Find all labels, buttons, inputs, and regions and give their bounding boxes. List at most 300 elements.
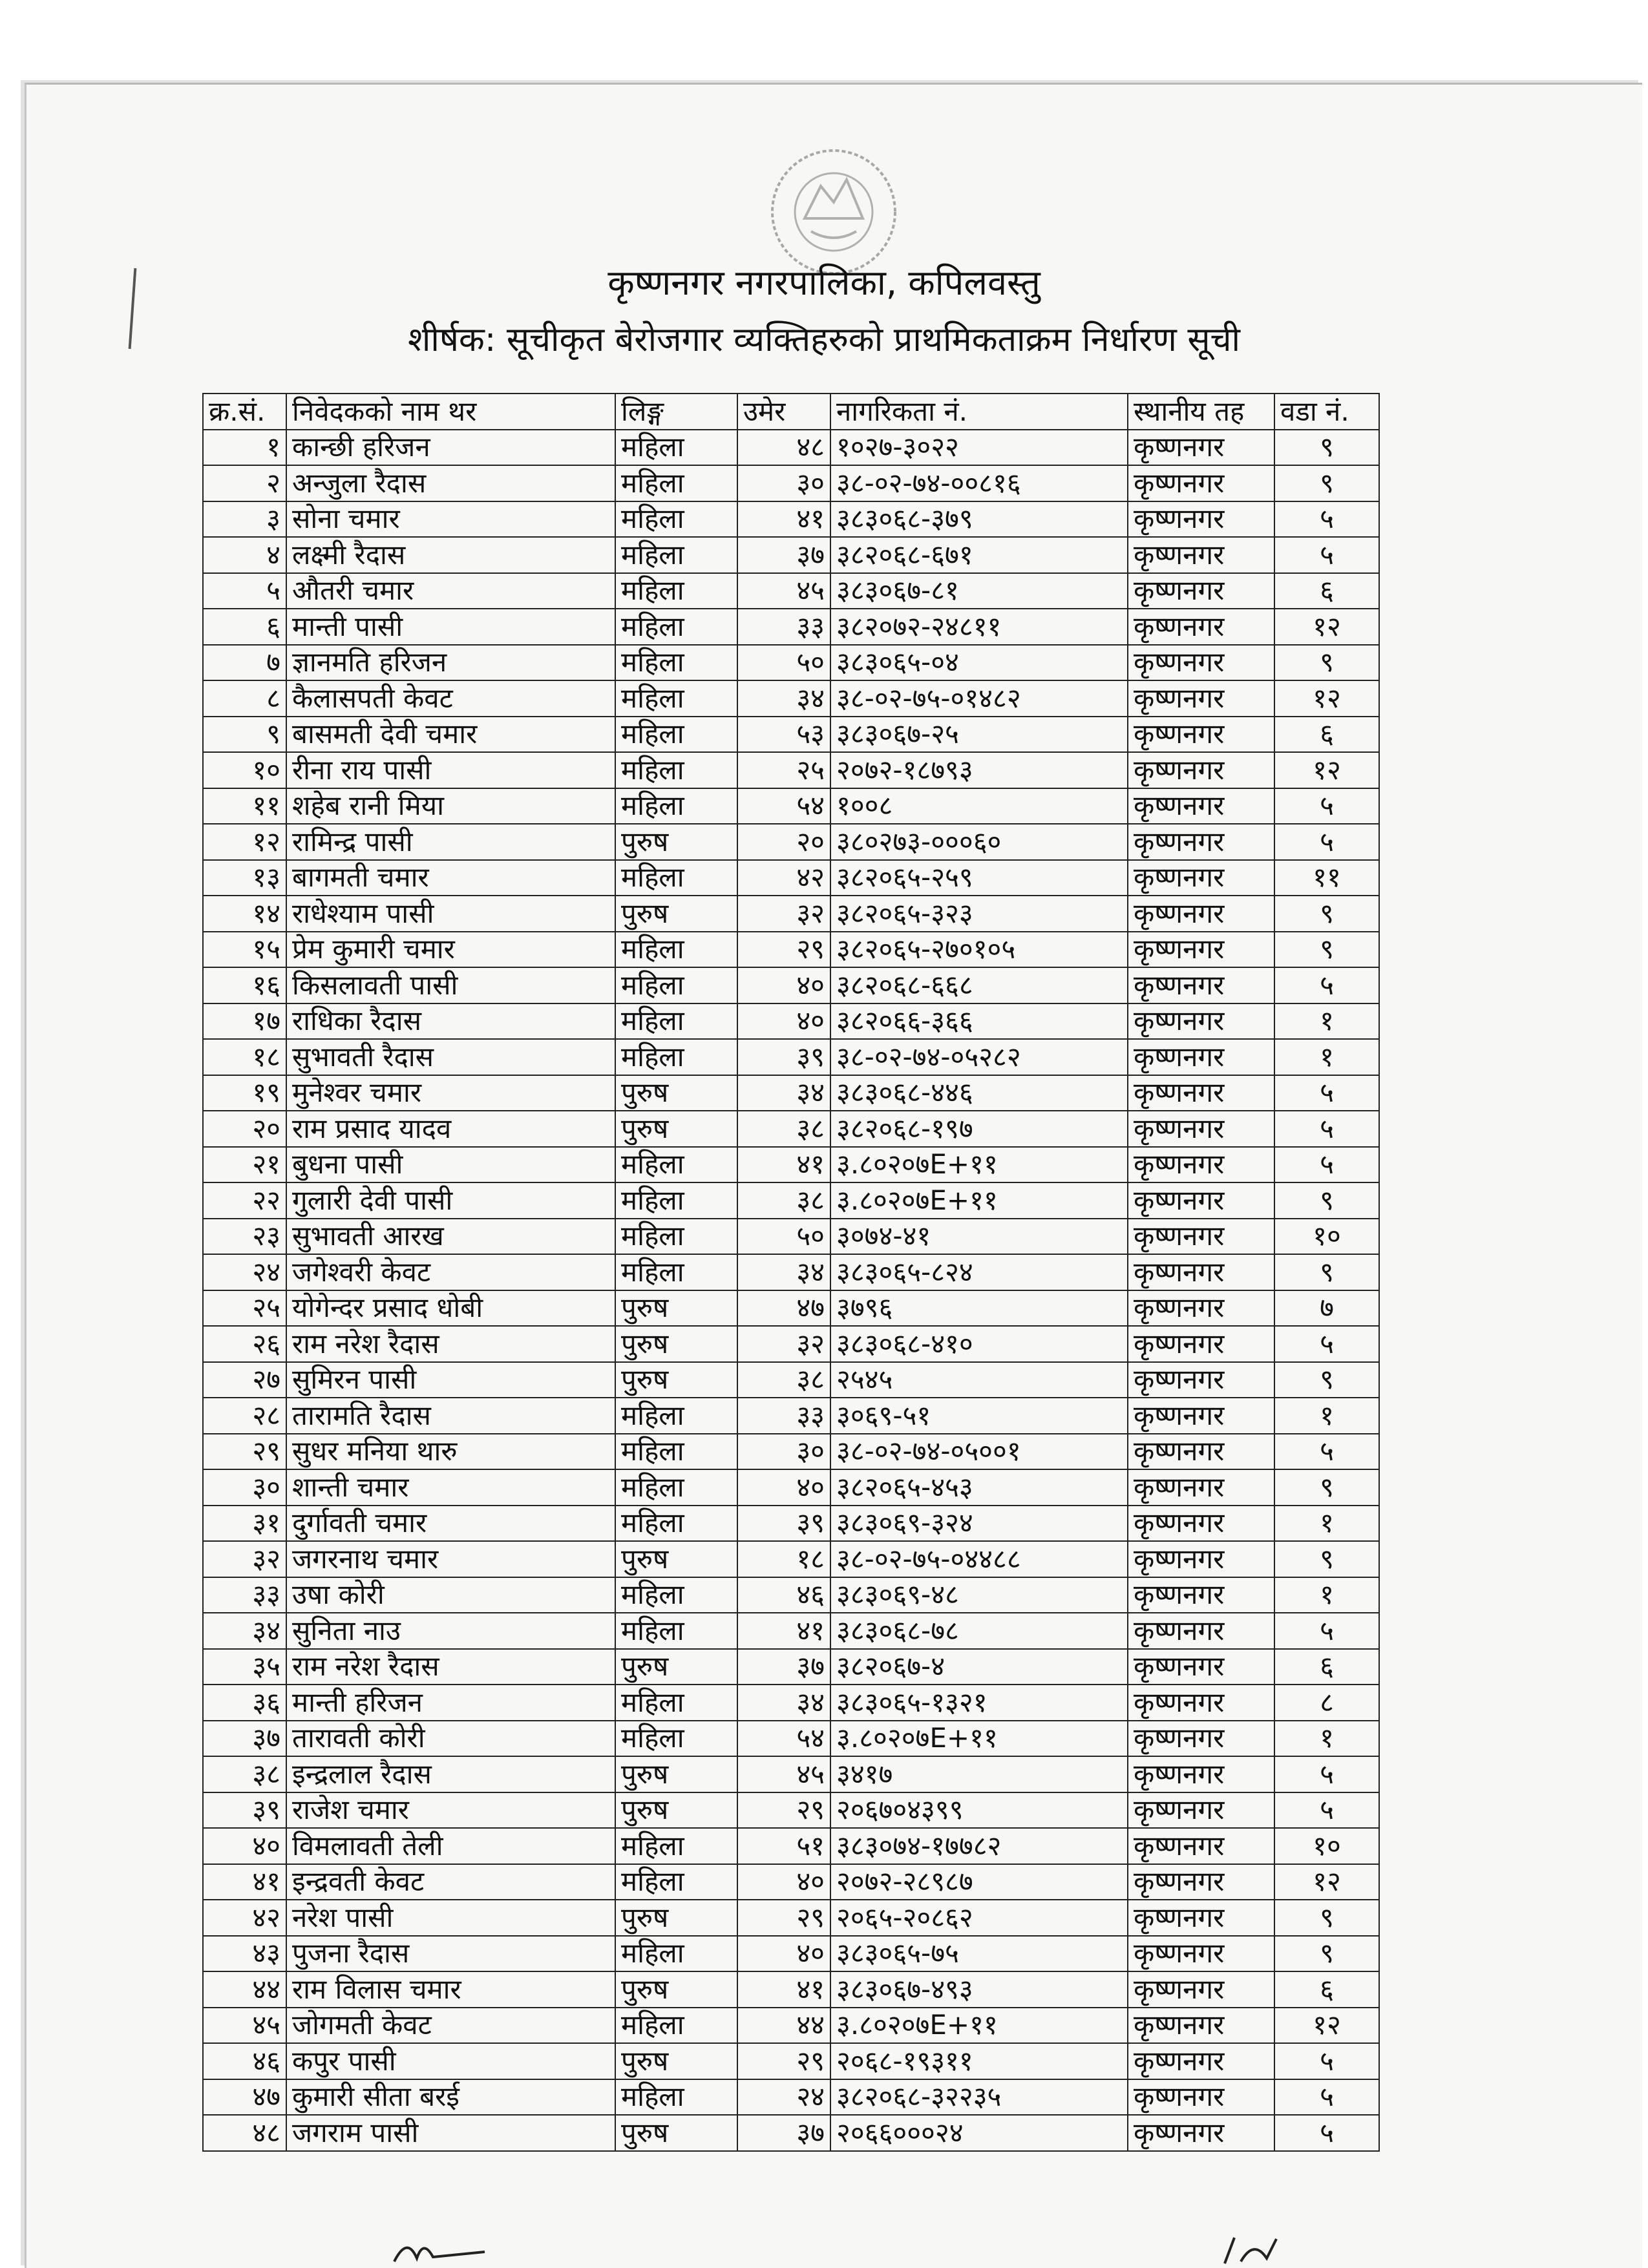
table-row (203, 1147, 1379, 1183)
cell-name: इन्द्रलाल रैदास (286, 1756, 615, 1792)
cell-citizenship: ३४१७ (830, 1756, 1128, 1792)
cell-citizenship: ३.८०२०७E+११ (830, 1721, 1128, 1757)
cell-gender: पुरुष (615, 1326, 737, 1362)
table-row (203, 788, 1379, 824)
cell-sn: ३१ (203, 1506, 286, 1542)
cell-name: रीना राय पासी (286, 752, 615, 788)
cell-gender: पुरुष (615, 1541, 737, 1577)
cell-sn: ४८ (203, 2115, 286, 2151)
cell-name: औतरी चमार (286, 573, 615, 609)
cell-ward: ८ (1274, 1685, 1379, 1721)
cell-name: गुलारी देवी पासी (286, 1182, 615, 1219)
cell-local-level: कृष्णनगर (1128, 645, 1274, 681)
cell-age: ४० (737, 1003, 830, 1040)
table-row (203, 824, 1379, 860)
cell-ward: १ (1274, 1003, 1379, 1040)
cell-age: ३४ (737, 1254, 830, 1290)
cell-sn: २७ (203, 1362, 286, 1398)
cell-ward: ९ (1274, 1469, 1379, 1506)
table-row (203, 1182, 1379, 1219)
cell-citizenship: २०६८-१९३११ (830, 2043, 1128, 2079)
cell-gender: महिला (615, 465, 737, 501)
cell-local-level: कृष्णनगर (1128, 932, 1274, 968)
cell-ward: ६ (1274, 1971, 1379, 2008)
cell-gender: महिला (615, 2008, 737, 2044)
table-row (203, 1577, 1379, 1613)
cell-gender: महिला (615, 967, 737, 1003)
cell-local-level: कृष्णनगर (1128, 1254, 1274, 1290)
cell-local-level: कृष्णनगर (1128, 1685, 1274, 1721)
cell-gender: महिला (615, 1864, 737, 1900)
cell-ward: ९ (1274, 1254, 1379, 1290)
cell-name: रामिन्द्र पासी (286, 824, 615, 860)
cell-gender: महिला (615, 1506, 737, 1542)
cell-local-level: कृष्णनगर (1128, 1541, 1274, 1577)
cell-ward: ५ (1274, 1075, 1379, 1111)
table-row (203, 501, 1379, 538)
cell-name: कुमारी सीता बरई (286, 2079, 615, 2116)
cell-name: सुभावती रैदास (286, 1039, 615, 1075)
cell-age: ३२ (737, 896, 830, 932)
cell-citizenship: ३८२०६६-३६६ (830, 1003, 1128, 1040)
cell-gender: महिला (615, 1936, 737, 1972)
cell-gender: महिला (615, 573, 737, 609)
table-row (203, 932, 1379, 968)
cell-ward: ७ (1274, 1290, 1379, 1327)
cell-name: मुनेश्वर चमार (286, 1075, 615, 1111)
table-row (203, 1219, 1379, 1255)
cell-ward: १२ (1274, 2008, 1379, 2044)
cell-gender: महिला (615, 1398, 737, 1434)
office-title: कृष्णनगर नगरपालिका, कपिलवस्तु (607, 262, 1041, 303)
cell-name: ज्ञानमति हरिजन (286, 645, 615, 681)
cell-gender: पुरुष (615, 1971, 737, 2008)
cell-name: जगेश्वरी केवट (286, 1254, 615, 1290)
cell-sn: २९ (203, 1434, 286, 1470)
cell-gender: पुरुष (615, 1900, 737, 1936)
cell-citizenship: ३८२०६८-६७१ (830, 537, 1128, 573)
cell-gender: महिला (615, 788, 737, 824)
cell-name: विमलावती तेली (286, 1828, 615, 1864)
cell-ward: १० (1274, 1219, 1379, 1255)
cell-citizenship: ३८२०६८-६६८ (830, 967, 1128, 1003)
table-row (203, 609, 1379, 645)
cell-ward: १२ (1274, 680, 1379, 717)
cell-name: राजेश चमार (286, 1792, 615, 1829)
table-row (203, 1506, 1379, 1542)
cell-local-level: कृष्णनगर (1128, 1900, 1274, 1936)
cell-name: किसलावती पासी (286, 967, 615, 1003)
cell-citizenship: ३८३०६८-३७९ (830, 501, 1128, 538)
cell-citizenship: २०६६०००२४ (830, 2115, 1128, 2151)
cell-local-level: कृष्णनगर (1128, 824, 1274, 860)
cell-age: ५४ (737, 1721, 830, 1757)
cell-citizenship: ३.८०२०७E+११ (830, 2008, 1128, 2044)
cell-local-level: कृष्णनगर (1128, 1147, 1274, 1183)
cell-gender: पुरुष (615, 896, 737, 932)
header-ward: वडा नं. (1274, 394, 1379, 430)
cell-age: ४१ (737, 1613, 830, 1649)
cell-ward: ११ (1274, 860, 1379, 896)
cell-age: ४८ (737, 430, 830, 466)
table-header-row (203, 394, 1379, 430)
table-row (203, 860, 1379, 896)
cell-gender: पुरुष (615, 1362, 737, 1398)
cell-local-level: कृष्णनगर (1128, 1721, 1274, 1757)
cell-sn: ४१ (203, 1864, 286, 1900)
cell-age: ५० (737, 1219, 830, 1255)
cell-gender: पुरुष (615, 824, 737, 860)
cell-age: ३३ (737, 609, 830, 645)
cell-age: ४१ (737, 1147, 830, 1183)
cell-ward: १२ (1274, 752, 1379, 788)
cell-sn: ३९ (203, 1792, 286, 1829)
cell-name: कपुर पासी (286, 2043, 615, 2079)
cell-name: राधिका रैदास (286, 1003, 615, 1040)
cell-sn: १४ (203, 896, 286, 932)
cell-sn: ४७ (203, 2079, 286, 2116)
cell-citizenship: ३८३०६५-७५ (830, 1936, 1128, 1972)
cell-local-level: कृष्णनगर (1128, 1971, 1274, 2008)
table-row (203, 1039, 1379, 1075)
cell-local-level: कृष्णनगर (1128, 1613, 1274, 1649)
cell-name: बासमती देवी चमार (286, 717, 615, 753)
cell-age: २० (737, 824, 830, 860)
cell-local-level: कृष्णनगर (1128, 788, 1274, 824)
cell-sn: ४५ (203, 2008, 286, 2044)
cell-sn: ६ (203, 609, 286, 645)
table-row (203, 1721, 1379, 1757)
cell-ward: ५ (1274, 967, 1379, 1003)
cell-name: उषा कोरी (286, 1577, 615, 1613)
cell-name: पुजना रैदास (286, 1936, 615, 1972)
table-row (203, 430, 1379, 466)
table-row (203, 717, 1379, 753)
cell-age: ३७ (737, 537, 830, 573)
cell-citizenship: ३८२०६८-१९७ (830, 1111, 1128, 1147)
cell-citizenship: ३०६९-५१ (830, 1398, 1128, 1434)
cell-sn: ७ (203, 645, 286, 681)
cell-gender: महिला (615, 1003, 737, 1040)
cell-gender: पुरुष (615, 1756, 737, 1792)
cell-local-level: कृष्णनगर (1128, 1362, 1274, 1398)
cell-local-level: कृष्णनगर (1128, 752, 1274, 788)
table-row (203, 680, 1379, 717)
document-subject: शीर्षक: सूचीकृत बेरोजगार व्यक्तिहरुको प्राथमिकताक्रम निर्धारण सूची (408, 320, 1240, 359)
table-row (203, 1469, 1379, 1506)
cell-sn: २ (203, 465, 286, 501)
cell-sn: २० (203, 1111, 286, 1147)
cell-ward: ९ (1274, 1182, 1379, 1219)
cell-name: इन्द्रवती केवट (286, 1864, 615, 1900)
table-row (203, 645, 1379, 681)
table-row (203, 1828, 1379, 1864)
cell-citizenship: ३८२०६८-३२२३५ (830, 2079, 1128, 2116)
cell-citizenship: ३८-०२-७४-००८१६ (830, 465, 1128, 501)
cell-gender: महिला (615, 860, 737, 896)
cell-gender: महिला (615, 680, 737, 717)
cell-sn: ४६ (203, 2043, 286, 2079)
cell-ward: ९ (1274, 1936, 1379, 1972)
cell-local-level: कृष्णनगर (1128, 1003, 1274, 1040)
cell-age: ३४ (737, 1685, 830, 1721)
cell-ward: ५ (1274, 1111, 1379, 1147)
cell-ward: १० (1274, 1828, 1379, 1864)
cell-ward: ५ (1274, 1326, 1379, 1362)
cell-local-level: कृष्णनगर (1128, 1111, 1274, 1147)
cell-local-level: कृष्णनगर (1128, 1864, 1274, 1900)
table-row (203, 1362, 1379, 1398)
cell-name: राम प्रसाद यादव (286, 1111, 615, 1147)
cell-name: सुधर मनिया थारु (286, 1434, 615, 1470)
cell-sn: ९ (203, 717, 286, 753)
cell-sn: ८ (203, 680, 286, 717)
cell-local-level: कृष्णनगर (1128, 1756, 1274, 1792)
cell-age: ३२ (737, 1326, 830, 1362)
cell-ward: ९ (1274, 465, 1379, 501)
cell-local-level: कृष्णनगर (1128, 680, 1274, 717)
cell-name: मान्ती पासी (286, 609, 615, 645)
cell-name: सुभावती आरख (286, 1219, 615, 1255)
cell-name: प्रेम कुमारी चमार (286, 932, 615, 968)
cell-gender: पुरुष (615, 1290, 737, 1327)
cell-local-level: कृष्णनगर (1128, 430, 1274, 466)
cell-sn: ३७ (203, 1721, 286, 1757)
cell-local-level: कृष्णनगर (1128, 2079, 1274, 2116)
cell-ward: ९ (1274, 430, 1379, 466)
cell-citizenship: १००८ (830, 788, 1128, 824)
cell-citizenship: ३८-०२-७५-०१४८२ (830, 680, 1128, 717)
cell-age: ३९ (737, 1506, 830, 1542)
cell-local-level: कृष्णनगर (1128, 1936, 1274, 1972)
header-age: उमेर (737, 394, 830, 430)
cell-name: बागमती चमार (286, 860, 615, 896)
cell-citizenship: ३८३०६५-०४ (830, 645, 1128, 681)
cell-sn: १३ (203, 860, 286, 896)
priority-list-table (202, 393, 1380, 2152)
cell-age: २९ (737, 1900, 830, 1936)
cell-sn: २४ (203, 1254, 286, 1290)
cell-gender: महिला (615, 1721, 737, 1757)
table-row (203, 1075, 1379, 1111)
cell-name: राम नरेश रैदास (286, 1326, 615, 1362)
cell-sn: ११ (203, 788, 286, 824)
cell-citizenship: ३.८०२०७E+११ (830, 1147, 1128, 1183)
cell-name: राम नरेश रैदास (286, 1649, 615, 1685)
cell-name: सोना चमार (286, 501, 615, 538)
cell-local-level: कृष्णनगर (1128, 1075, 1274, 1111)
cell-age: २४ (737, 2079, 830, 2116)
cell-local-level: कृष्णनगर (1128, 1577, 1274, 1613)
cell-sn: २६ (203, 1326, 286, 1362)
cell-citizenship: ३८३०६८-४४६ (830, 1075, 1128, 1111)
cell-local-level: कृष्णनगर (1128, 1039, 1274, 1075)
cell-local-level: कृष्णनगर (1128, 537, 1274, 573)
cell-local-level: कृष्णनगर (1128, 896, 1274, 932)
cell-name: राधेश्याम पासी (286, 896, 615, 932)
cell-sn: २३ (203, 1219, 286, 1255)
table-row (203, 1003, 1379, 1040)
cell-local-level: कृष्णनगर (1128, 1649, 1274, 1685)
cell-age: ४१ (737, 1971, 830, 2008)
cell-local-level: कृष्णनगर (1128, 1792, 1274, 1829)
cell-age: ४० (737, 1469, 830, 1506)
table-row (203, 573, 1379, 609)
table-row (203, 967, 1379, 1003)
cell-sn: २२ (203, 1182, 286, 1219)
table-row (203, 1936, 1379, 1972)
cell-sn: १ (203, 430, 286, 466)
cell-age: ४२ (737, 860, 830, 896)
cell-citizenship: ३८२०६५-३२३ (830, 896, 1128, 932)
cell-gender: पुरुष (615, 1075, 737, 1111)
cell-gender: महिला (615, 1469, 737, 1506)
table-row (203, 1685, 1379, 1721)
cell-age: ४० (737, 967, 830, 1003)
cell-ward: ९ (1274, 1900, 1379, 1936)
cell-name: मान्ती हरिजन (286, 1685, 615, 1721)
table-row (203, 1111, 1379, 1147)
cell-age: ३४ (737, 680, 830, 717)
table-row (203, 1541, 1379, 1577)
cell-local-level: कृष्णनगर (1128, 1398, 1274, 1434)
cell-gender: महिला (615, 501, 737, 538)
cell-gender: महिला (615, 1254, 737, 1290)
cell-gender: पुरुष (615, 1792, 737, 1829)
cell-age: ५१ (737, 1828, 830, 1864)
cell-ward: ६ (1274, 1649, 1379, 1685)
cell-citizenship: ३८३०६५-१३२१ (830, 1685, 1128, 1721)
cell-gender: महिला (615, 717, 737, 753)
cell-local-level: कृष्णनगर (1128, 1290, 1274, 1327)
cell-name: जगरनाथ चमार (286, 1541, 615, 1577)
cell-sn: ४० (203, 1828, 286, 1864)
cell-gender: महिला (615, 752, 737, 788)
cell-local-level: कृष्णनगर (1128, 2115, 1274, 2151)
cell-ward: ५ (1274, 824, 1379, 860)
table-row (203, 465, 1379, 501)
cell-age: ४१ (737, 501, 830, 538)
cell-local-level: कृष्णनगर (1128, 967, 1274, 1003)
cell-age: ५० (737, 645, 830, 681)
cell-gender: पुरुष (615, 2115, 737, 2151)
cell-ward: ९ (1274, 896, 1379, 932)
cell-sn: ४२ (203, 1900, 286, 1936)
cell-sn: १९ (203, 1075, 286, 1111)
cell-sn: १५ (203, 932, 286, 968)
cell-ward: ९ (1274, 1362, 1379, 1398)
cell-name: योगेन्दर प्रसाद धोबी (286, 1290, 615, 1327)
cell-ward: ५ (1274, 1756, 1379, 1792)
cell-local-level: कृष्णनगर (1128, 609, 1274, 645)
cell-local-level: कृष्णनगर (1128, 1506, 1274, 1542)
cell-name: कान्छी हरिजन (286, 430, 615, 466)
cell-citizenship: ३८०२७३-०००६० (830, 824, 1128, 860)
cell-sn: ३ (203, 501, 286, 538)
cell-gender: महिला (615, 1219, 737, 1255)
cell-citizenship: ३८-०२-७५-०४४८८ (830, 1541, 1128, 1577)
cell-citizenship: ३८३०७४-१७७८२ (830, 1828, 1128, 1864)
header-gender: लिङ्ग (615, 394, 737, 430)
cell-ward: ५ (1274, 788, 1379, 824)
cell-name: सुनिता नाउ (286, 1613, 615, 1649)
cell-ward: १२ (1274, 1864, 1379, 1900)
cell-name: नरेश पासी (286, 1900, 615, 1936)
table-row (203, 1613, 1379, 1649)
cell-sn: ३४ (203, 1613, 286, 1649)
header-local-level: स्थानीय तह (1128, 394, 1274, 430)
table-row (203, 1900, 1379, 1936)
cell-age: ४६ (737, 1577, 830, 1613)
cell-sn: २१ (203, 1147, 286, 1183)
cell-name: तारामति रैदास (286, 1398, 615, 1434)
table-row (203, 1864, 1379, 1900)
cell-citizenship: २०७२-१८७९३ (830, 752, 1128, 788)
cell-age: ३० (737, 465, 830, 501)
cell-gender: पुरुष (615, 2043, 737, 2079)
cell-citizenship: ३८३०६७-८१ (830, 573, 1128, 609)
cell-ward: १ (1274, 1506, 1379, 1542)
cell-citizenship: ३८३०६९-४८ (830, 1577, 1128, 1613)
cell-age: ३३ (737, 1398, 830, 1434)
cell-local-level: कृष्णनगर (1128, 1469, 1274, 1506)
cell-sn: ३० (203, 1469, 286, 1506)
cell-ward: ५ (1274, 2043, 1379, 2079)
cell-local-level: कृष्णनगर (1128, 2008, 1274, 2044)
cell-gender: महिला (615, 537, 737, 573)
cell-citizenship: ३८३०६७-२५ (830, 717, 1128, 753)
table-row (203, 752, 1379, 788)
cell-sn: ४३ (203, 1936, 286, 1972)
cell-age: २९ (737, 2043, 830, 2079)
cell-local-level: कृष्णनगर (1128, 1828, 1274, 1864)
cell-sn: ३५ (203, 1649, 286, 1685)
cell-local-level: कृष्णनगर (1128, 1434, 1274, 1470)
cell-age: ३७ (737, 2115, 830, 2151)
cell-sn: ३२ (203, 1541, 286, 1577)
cell-ward: १ (1274, 1039, 1379, 1075)
table-row (203, 1792, 1379, 1829)
cell-ward: १ (1274, 1577, 1379, 1613)
cell-local-level: कृष्णनगर (1128, 860, 1274, 896)
cell-gender: महिला (615, 645, 737, 681)
cell-age: १८ (737, 1541, 830, 1577)
cell-local-level: कृष्णनगर (1128, 717, 1274, 753)
cell-name: लक्ष्मी रैदास (286, 537, 615, 573)
cell-sn: १८ (203, 1039, 286, 1075)
cell-citizenship: २०६७०४३९९ (830, 1792, 1128, 1829)
cell-gender: महिला (615, 1147, 737, 1183)
cell-citizenship: ३७९६ (830, 1290, 1128, 1327)
cell-citizenship: ३०७४-४१ (830, 1219, 1128, 1255)
cell-sn: ३३ (203, 1577, 286, 1613)
cell-sn: ४ (203, 537, 286, 573)
cell-name: तारावती कोरी (286, 1721, 615, 1757)
cell-ward: ९ (1274, 1541, 1379, 1577)
cell-citizenship: ३८३०६७-४९३ (830, 1971, 1128, 2008)
cell-local-level: कृष्णनगर (1128, 1219, 1274, 1255)
cell-ward: ५ (1274, 1147, 1379, 1183)
signature-right (1215, 2232, 1286, 2265)
cell-age: २५ (737, 752, 830, 788)
cell-gender: पुरुष (615, 1649, 737, 1685)
cell-age: ३७ (737, 1649, 830, 1685)
cell-gender: महिला (615, 430, 737, 466)
table-row (203, 1434, 1379, 1470)
cell-ward: ५ (1274, 1434, 1379, 1470)
cell-ward: ५ (1274, 537, 1379, 573)
cell-age: ३४ (737, 1075, 830, 1111)
